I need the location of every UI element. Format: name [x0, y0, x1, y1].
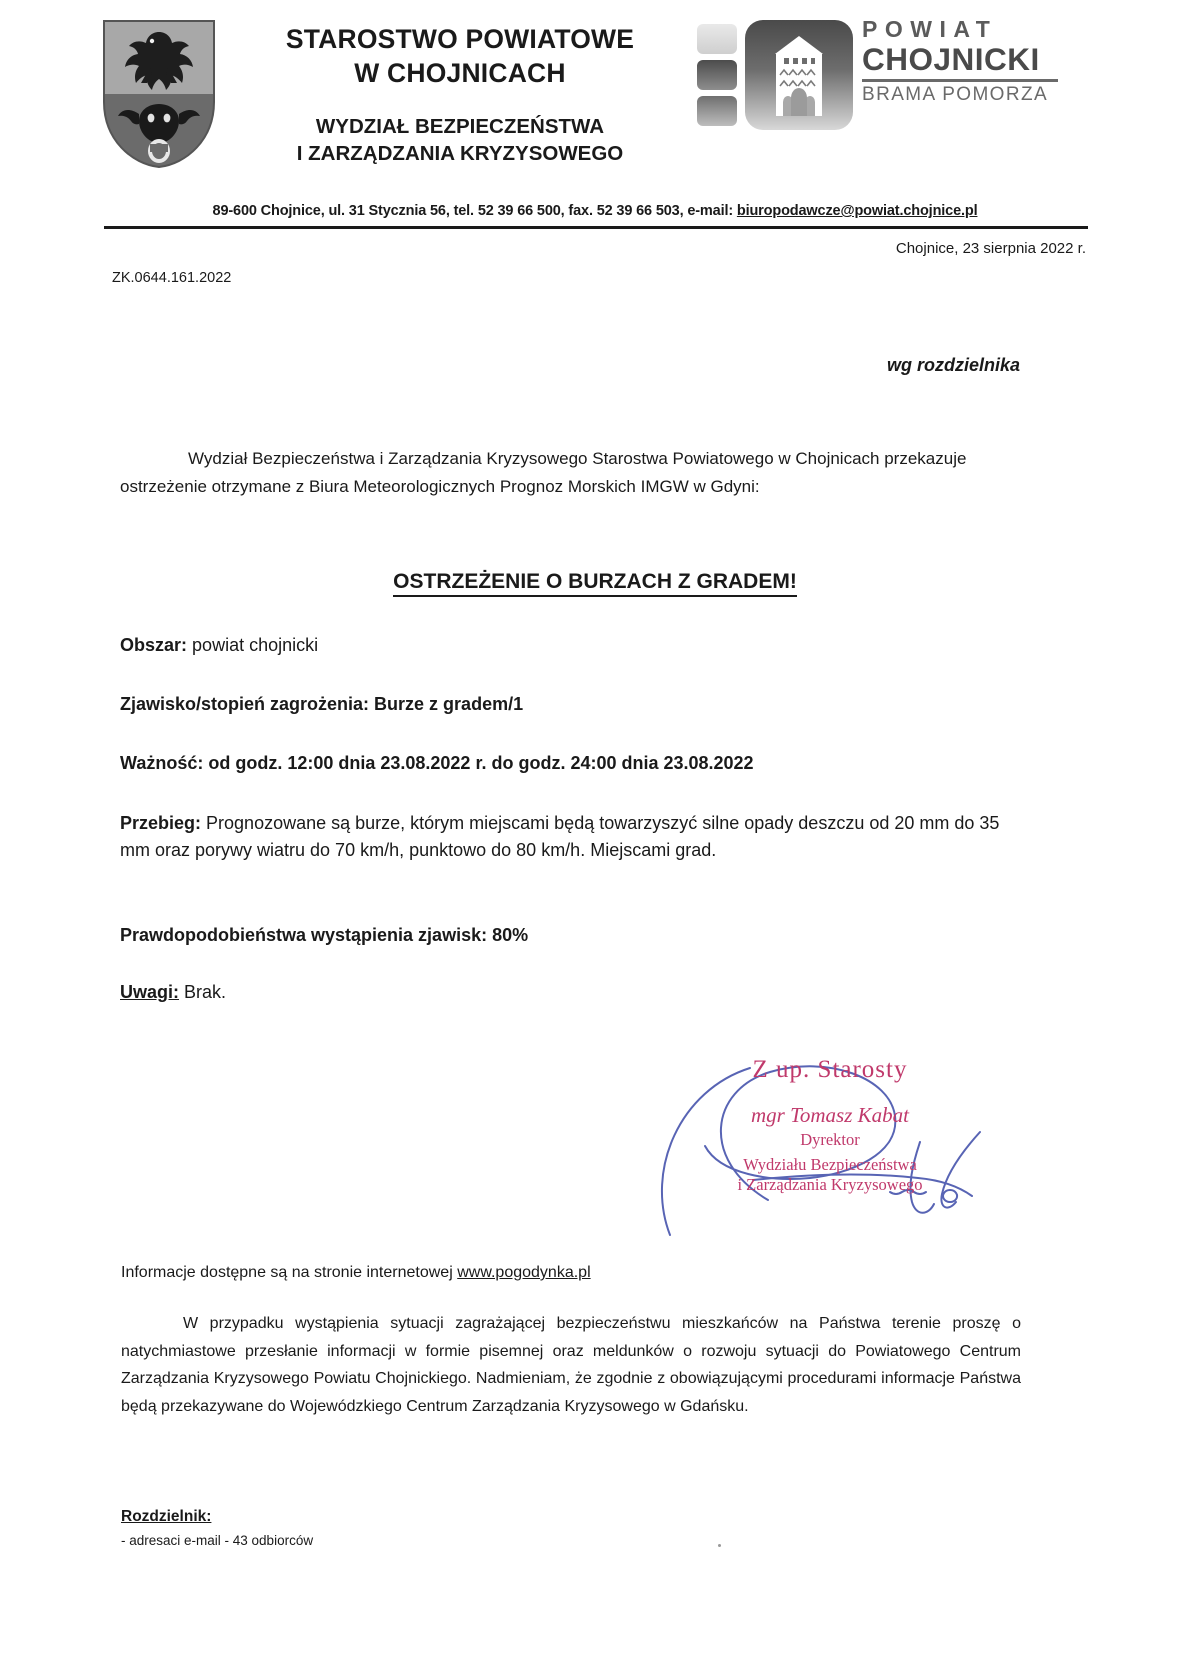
field-obszar-label: Obszar: — [120, 635, 188, 655]
pogodynka-link[interactable]: www.pogodynka.pl — [457, 1264, 591, 1281]
address-text: 89-600 Chojnice, ul. 31 Stycznia 56, tel. 52 39 66 500, fax. 52 39 66 503, e-mail: — [212, 203, 737, 219]
field-prawdopodobienstwo — [120, 922, 1030, 949]
field-uwagi-value: Brak. — [179, 982, 227, 1002]
document-date: Chojnice, 23 sierpnia 2022 r. — [895, 240, 1086, 257]
email-link[interactable]: biuropodawcze@powiat.chojnice.pl — [736, 203, 978, 219]
logo-word-powiat: POWIAT — [862, 16, 998, 42]
powiat-chojnicki-logo — [697, 18, 1057, 130]
field-uwagi — [120, 979, 1030, 1006]
addressee: wg rozdzielnika — [886, 355, 1020, 375]
logo-squares-icon — [697, 24, 737, 126]
warning-title-text: OSTRZEŻENIE O BURZACH Z GRADEM! — [393, 570, 797, 597]
info-line-text: Informacje dostępne są na stronie internetowej — [121, 1264, 458, 1281]
field-waznosc — [120, 750, 1030, 777]
field-prawdopodobienstwo-label: Prawdopodobieństwa wystąpienia zjawisk: 80% — [120, 925, 529, 945]
distribution-title: Rozdzielnik: — [121, 1508, 212, 1525]
letterhead — [0, 0, 1190, 219]
field-obszar-value-text: powiat chojnicki — [192, 635, 319, 655]
signature-line-2: mgr Tomasz Kabat — [751, 1103, 909, 1127]
closing-paragraph: W przypadku wystąpienia sytuacji zagrażającej bezpieczeństwu mieszkańców na Państwa terenie proszę o natychmiastowe przesłanie informacji w formie pisemnej oraz meldunków o rozwoju sytuacji do Powiatowego Centrum Zarządzania Kryzysowego Powiatu Chojnickiego. Nadmieniam, że zgodnie z obowiązującymi procedurami informacje Państwa będą przekazywane do Wojewódzkiego Centrum Zarządzania Kryzysowego w Gdańsku. — [121, 1315, 1021, 1415]
signature-line-3: Dyrektor — [800, 1130, 860, 1150]
field-zjawisko-label: Zjawisko/stopień zagrożenia: Burze z gradem/1 — [120, 694, 524, 714]
field-przebieg — [120, 810, 1030, 865]
field-przebieg-value: Prognozowane są burze, którym miejscami będą towarzyszyć silne opady deszczu od 20 mm do 35 mm oraz porywy wiatru do 70 km/h, punktowo do 80 km/h. Miejscami grad. — [120, 813, 1000, 861]
logo-word-brama-pomorza: BRAMA POMORZA — [862, 84, 1049, 106]
tower-icon — [745, 20, 853, 130]
field-przebieg-label: Przebieg: — [120, 813, 202, 833]
scan-artifact — [718, 1544, 721, 1547]
warning-title — [0, 570, 1190, 594]
coat-of-arms-icon — [100, 18, 218, 170]
field-obszar — [120, 632, 1030, 659]
header-divider — [104, 226, 1088, 229]
signature-block — [660, 1055, 1000, 1235]
address-line — [0, 203, 1190, 219]
signature-line-5: i Zarządzania Kryzysowego — [737, 1175, 923, 1195]
office-title-line1: STAROSTWO POWIATOWE — [285, 24, 635, 54]
logo-divider — [862, 79, 1058, 82]
logo-word-chojnicki: CHOJNICKI — [862, 41, 1040, 77]
office-title-line2: W CHOJNICACH — [354, 58, 566, 89]
field-uwagi-label: Uwagi: — [120, 982, 180, 1002]
signature-stamp — [660, 1055, 1000, 1196]
signature-line-1: Z up. Starosty — [752, 1056, 908, 1083]
info-line — [121, 1264, 591, 1282]
office-title — [235, 22, 685, 167]
department-line1: WYDZIAŁ BEZPIECZEŃSTWA — [315, 114, 605, 138]
intro-paragraph: Wydział Bezpieczeństwa i Zarządzania Kryzysowego Starostwa Powiatowego w Chojnicach przekazuje ostrzeżenie otrzymane z Biura Meteorologicznych Prognoz Morskich IMGW w Gdyni: — [120, 449, 967, 496]
field-waznosc-label: Ważność: od godz. 12:00 dnia 23.08.2022 r. do godz. 24:00 dnia 23.08.2022 — [120, 753, 754, 773]
field-zjawisko — [120, 691, 1030, 718]
document-reference-number: ZK.0644.161.2022 — [112, 270, 232, 286]
distribution-item: - adresaci e-mail - 43 odbiorców — [121, 1533, 314, 1548]
signature-line-4: Wydziału Bezpieczeństwa — [743, 1154, 917, 1174]
department-line2: I ZARZĄDZANIA KRYZYSOWEGO — [296, 142, 624, 166]
